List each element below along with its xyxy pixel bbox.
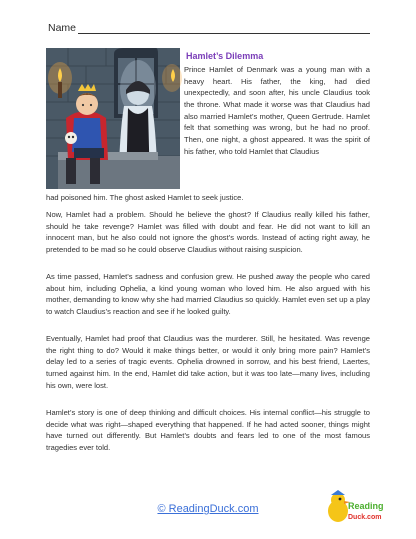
paragraph-5: Hamlet’s story is one of deep thinking and difficult choices. His internal conflict—his struggle to decide what was right—shaped everything that happened. If he had acted sooner, things might have turned out differently. But Hamlet’s doubts and fears led to one of the most famous tragedies ever told. [46,408,370,452]
paragraph-1-continued: had poisoned him. The ghost asked Hamlet to seek justice. [46,193,244,202]
paragraph-1-wrapped: Prince Hamlet of Denmark was a young man with a heavy heart. His father, the king, had died unexpectedly, and soon after, his uncle Claudius took the throne. What made it worse was that Claudius had also married Hamlet’s mother, Queen Gertrude. Hamlet felt that something was wrong, but he had no proof. Then, one night, a ghost appeared. It was the spirit of his father, who told Hamlet that Claudius [184,65,370,156]
paragraph-3: As time passed, Hamlet’s sadness and confusion grew. He pushed away the people who cared about him, including Ophelia, a kind young woman who loved him. He also argued with his mother, demanding to know why she had married Claudius so quickly. Hamlet even set up a play to watch Claudius’s reaction and see if he looked guilty. [46,272,370,316]
story-title: Hamlet’s Dilemma [186,51,264,61]
name-label: Name [48,22,77,34]
paragraph-2: Now, Hamlet had a problem. Should he believe the ghost? If Claudius really killed his father, should he take revenge? Hamlet was filled with doubt and fear. He did not want to kill an innocent man, but he also could not ignore the ghost’s words. Instead of acting right away, he pretended to be mad so he could observe Claudius without raising suspicion. [46,210,370,254]
logo-text-line2: Duck.com [348,514,382,521]
hamlet-ghost-illustration [46,48,180,189]
paragraph-4: Eventually, Hamlet had proof that Claudius was the murderer. Still, he hesitated. Was revenge the right thing to do? Would it make things better, or would it only bring more pain? Hamlet’s delay led to a series of tragic events. Ophelia drowned in sorrow, and his best friend, Laertes, turned against him. In the end, Hamlet did take action, but it was too late—many lives, including his own, were lost. [46,334,370,390]
name-field[interactable] [78,33,370,34]
reading-duck-logo [326,487,384,529]
logo-text-line1: Reading [348,501,384,511]
footer-link[interactable]: © ReadingDuck.com [157,503,259,515]
